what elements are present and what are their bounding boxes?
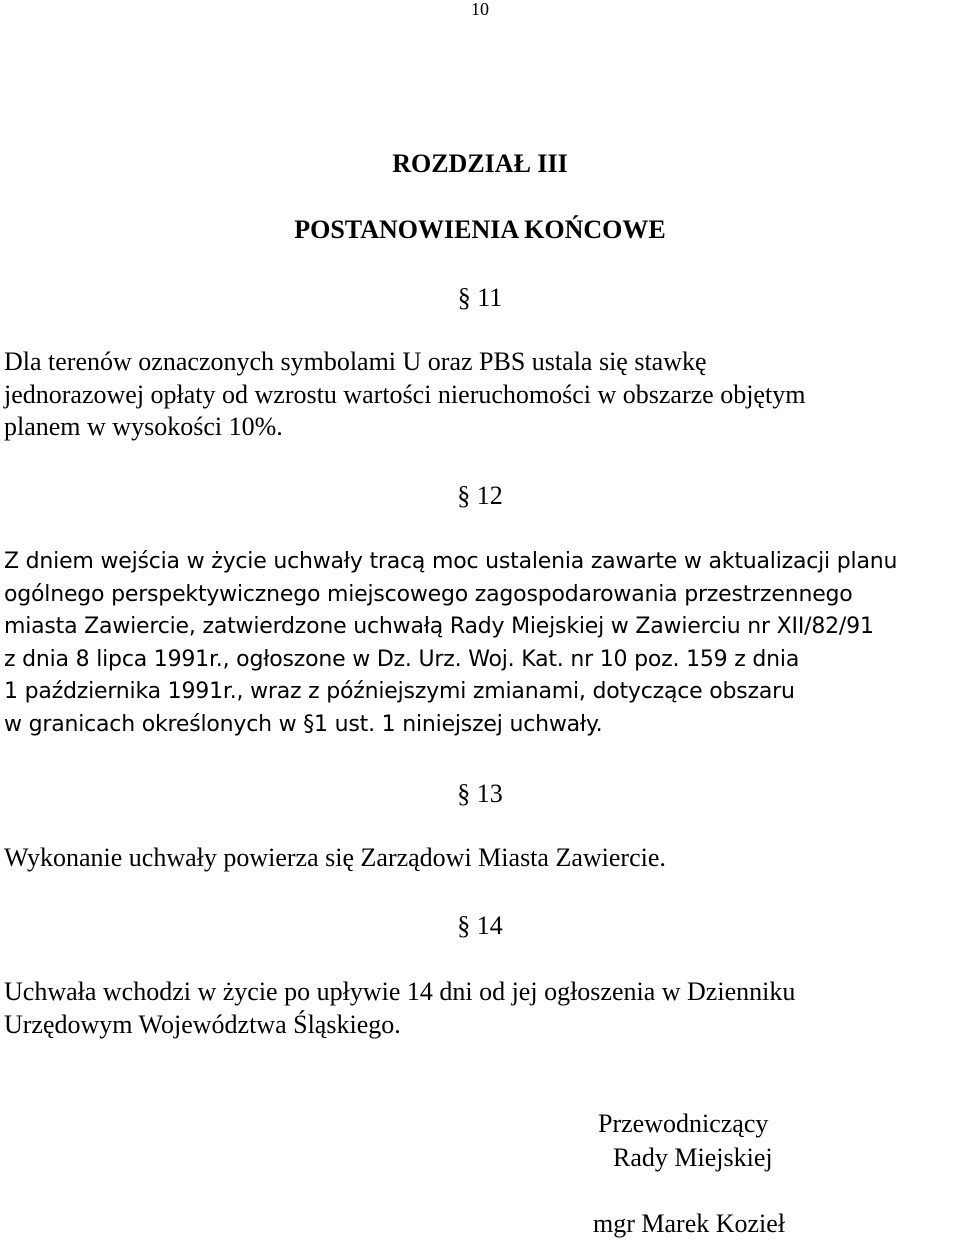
section-14-heading: § 14	[457, 911, 503, 940]
section-13-text	[4, 842, 960, 875]
text-line: miasta Zawiercie, zatwierdzone uchwałą Rady Miejskiej w Zawierciu nr XII/82/91	[4, 614, 874, 640]
text-line: ogólnego perspektywicznego miejscowego zagospodarowania przestrzennego	[4, 581, 853, 607]
section-12-text	[4, 546, 960, 742]
text-line: Wykonanie uchwały powierza się Zarządowi Miasta Zawiercie.	[4, 843, 666, 872]
text-line: Dla terenów oznaczonych symbolami U oraz PBS ustala się stawkę	[4, 347, 707, 376]
chapter-number: ROZDZIAŁ III	[392, 149, 568, 178]
text-line: 1 października 1991r., wraz z późniejszymi zmianami, dotyczące obszaru	[4, 679, 795, 705]
page-number: 10	[471, 0, 489, 19]
chapter-title: POSTANOWIENIA KOŃCOWE	[294, 215, 666, 244]
text-line: jednorazowej opłaty od wzrostu wartości nieruchomości w obszarze objętym	[4, 379, 806, 409]
section-11-heading: § 11	[457, 283, 503, 312]
section-12-heading: § 12	[457, 481, 503, 510]
text-line: Z dniem wejścia w życie uchwały tracą moc ustalenia zawarte w aktualizacji planu	[4, 549, 898, 574]
text-line: planem w wysokości 10%.	[4, 412, 283, 442]
signature-role-line1: Przewodniczący	[598, 1109, 769, 1138]
section-14-text	[4, 976, 960, 1041]
text-line: Urzędowym Województwa Śląskiego.	[4, 1009, 401, 1039]
section-11-text	[4, 346, 960, 444]
signature-name: mgr Marek Kozieł	[593, 1209, 786, 1238]
text-line: z dnia 8 lipca 1991r., ogłoszone w Dz. Urz. Woj. Kat. nr 10 poz. 159 z dnia	[4, 646, 800, 672]
text-line: w granicach określonych w §1 ust. 1 niniejszej uchwały.	[4, 711, 603, 737]
section-13-heading: § 13	[457, 779, 503, 808]
text-line: Uchwała wchodzi w życie po upływie 14 dni od jej ogłoszenia w Dzienniku	[4, 977, 796, 1006]
signature-role-line2: Rady Miejskiej	[613, 1143, 773, 1172]
